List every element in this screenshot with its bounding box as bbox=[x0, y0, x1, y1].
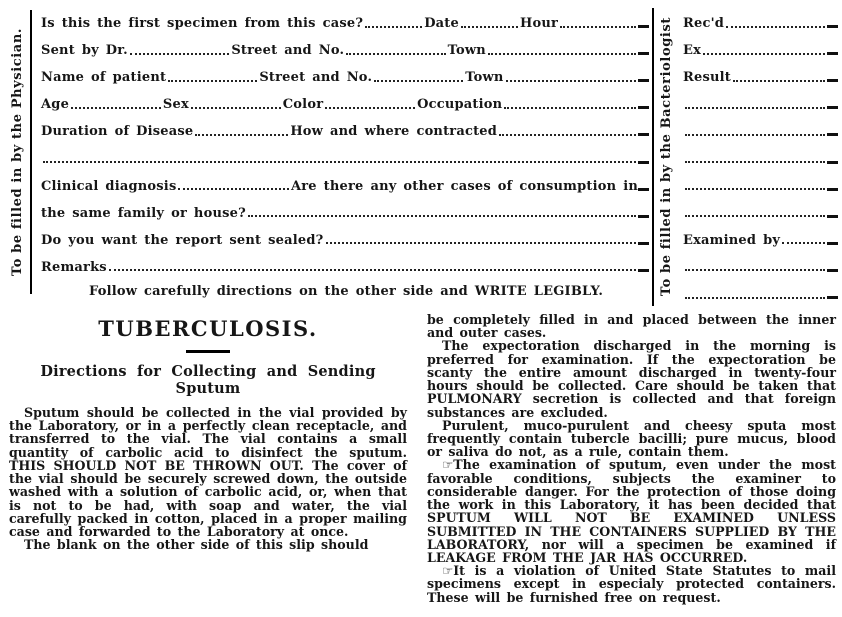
end-dash bbox=[638, 242, 649, 245]
dotted-leader bbox=[685, 188, 825, 190]
field-label: Date bbox=[424, 16, 459, 32]
dotted-leader bbox=[782, 242, 825, 244]
form-row bbox=[41, 198, 649, 225]
end-dash bbox=[638, 133, 649, 136]
form-row bbox=[683, 225, 838, 252]
paragraph: The expectoration discharged in the morning is preferred for examination. If the expectoration be scanty the entire amount discharged in twenty-four hours should be collected. Care should be taken that PULMONARY secretion is collected and that foreign substances are excluded. bbox=[427, 338, 836, 420]
dotted-leader bbox=[346, 53, 445, 55]
physician-section-label: To be filled in by the Physician. bbox=[10, 28, 25, 276]
field-label: Town bbox=[465, 70, 504, 86]
dotted-leader bbox=[560, 26, 636, 28]
field-label: Street and No. bbox=[231, 43, 345, 59]
form-row bbox=[41, 35, 649, 62]
paragraph: ☞The examination of sputum, even under the most favorable conditions, subjects the examiner to considerable danger. For the protection of those doing the work in this Laboratory, it has been decided that SPUTUM WILL NOT BE EXAMINED UNLESS SUBMITTED IN THE CONTAINERS SUPPLIED BY THE LABORATORY, nor will a specimen be examined if LEAKAGE FROM THE JAR HAS OCCURRED. bbox=[427, 457, 836, 565]
field-label: Color bbox=[282, 97, 324, 113]
physician-rows bbox=[32, 8, 652, 306]
field-label: Occupation bbox=[417, 97, 503, 113]
field-label: Duration of Disease bbox=[41, 124, 194, 140]
title-divider-rule bbox=[186, 350, 230, 353]
dotted-leader bbox=[178, 188, 288, 190]
end-dash bbox=[638, 52, 649, 55]
paragraph: be completely filled in and placed between the inner and outer cases. bbox=[427, 312, 836, 341]
form-row bbox=[683, 89, 838, 116]
dotted-leader bbox=[365, 26, 422, 28]
dotted-leader bbox=[499, 134, 636, 136]
form-row bbox=[41, 252, 649, 279]
form-row bbox=[683, 62, 838, 89]
end-dash bbox=[638, 161, 649, 164]
dotted-leader bbox=[461, 26, 518, 28]
form-row bbox=[41, 62, 649, 89]
end-dash bbox=[827, 242, 838, 245]
paragraph: Sputum should be collected in the vial provided by the Laboratory, or in a perfectly clean receptacle, and transferred to the vial. The vial contains a small quantity of carbolic acid to disinfect the sputum. THIS SHOULD NOT BE THROWN OUT. The cover of the vial should be securely screwed down, the outside washed with a solution of carbolic acid, or, when that is not to be had, with soap and water, the vial carefully packed in cotton, placed in a proper mailing case and forwarded to the Laboratory at once. bbox=[9, 405, 407, 539]
field-label: Remarks bbox=[41, 259, 107, 275]
paragraph: Purulent, muco-purulent and cheesy sputa most frequently contain tubercle bacilli; pure mucus, blood or saliva do not, as a rule, contain them. bbox=[427, 417, 836, 460]
dotted-leader bbox=[733, 80, 825, 82]
physician-section-rule bbox=[5, 10, 32, 294]
field-label: Sent by Dr. bbox=[41, 43, 128, 59]
bacteriologist-section-rule bbox=[652, 8, 678, 306]
form-row bbox=[41, 8, 649, 35]
end-dash bbox=[638, 269, 649, 272]
bacteriologist-rows bbox=[678, 8, 838, 306]
form-row bbox=[683, 171, 838, 198]
form-row bbox=[683, 116, 838, 143]
form-row bbox=[683, 198, 838, 225]
field-label: Age bbox=[41, 97, 70, 113]
end-dash bbox=[638, 188, 649, 191]
field-label: Is this the first specimen from this case? bbox=[41, 16, 364, 32]
end-dash bbox=[827, 133, 838, 136]
end-dash bbox=[827, 25, 838, 28]
field-label: Rec'd bbox=[683, 16, 725, 32]
form-row bbox=[41, 116, 649, 143]
end-dash bbox=[638, 106, 649, 109]
field-label: Do you want the report sent sealed? bbox=[41, 232, 324, 248]
form-row bbox=[683, 35, 838, 62]
end-dash bbox=[827, 52, 838, 55]
form-row bbox=[683, 279, 838, 306]
dotted-leader bbox=[374, 80, 463, 82]
article-title: TUBERCULOSIS. bbox=[98, 316, 318, 341]
dotted-leader bbox=[109, 269, 636, 271]
end-dash bbox=[827, 188, 838, 191]
dotted-leader bbox=[248, 215, 636, 217]
dotted-leader bbox=[504, 107, 636, 109]
article-left-column bbox=[9, 313, 407, 604]
dotted-leader bbox=[685, 269, 825, 271]
dotted-leader bbox=[685, 161, 825, 163]
form-footer-row bbox=[41, 279, 649, 306]
form-row bbox=[41, 171, 649, 198]
dotted-leader bbox=[325, 107, 415, 109]
specimen-form bbox=[0, 0, 842, 306]
field-label: the same family or house? bbox=[41, 205, 246, 221]
dotted-leader bbox=[71, 107, 161, 109]
paragraph: ☞It is a violation of United State Statutes to mail specimens except in especialy protected containers. These will be furnished free on request. bbox=[427, 563, 836, 605]
dotted-leader bbox=[685, 297, 825, 299]
end-dash bbox=[827, 269, 838, 272]
dotted-leader bbox=[506, 80, 636, 82]
form-row bbox=[683, 8, 838, 35]
bacteriologist-section-label: To be filled in by the Bacteriologist bbox=[658, 17, 674, 297]
field-label: Name of patient bbox=[41, 70, 167, 86]
field-label: Ex bbox=[683, 43, 702, 59]
field-label: Result bbox=[683, 70, 731, 86]
article-right-column bbox=[427, 313, 836, 604]
end-dash bbox=[638, 215, 649, 218]
end-dash bbox=[827, 215, 838, 218]
field-label: Are there any other cases of consumption in bbox=[290, 178, 638, 194]
form-row bbox=[41, 225, 649, 252]
article-subtitle: Directions for Collecting and Sending Sputum bbox=[40, 363, 376, 397]
field-label: Clinical diagnosis bbox=[41, 178, 177, 194]
field-label: Examined by bbox=[683, 232, 781, 248]
dotted-leader bbox=[685, 215, 825, 217]
form-row bbox=[41, 89, 649, 116]
paragraph: The blank on the other side of this slip should bbox=[24, 537, 369, 553]
dotted-leader bbox=[685, 107, 825, 109]
field-label: Street and No. bbox=[259, 70, 373, 86]
form-row bbox=[683, 143, 838, 170]
dotted-leader bbox=[726, 26, 825, 28]
directions-article bbox=[0, 306, 842, 604]
end-dash bbox=[827, 296, 838, 299]
dotted-leader bbox=[191, 107, 281, 109]
field-label: Hour bbox=[519, 16, 559, 32]
end-dash bbox=[827, 106, 838, 109]
dotted-leader bbox=[326, 242, 637, 244]
form-footer-text: Follow carefully directions on the other side and WRITE LEGIBLY. bbox=[89, 283, 604, 299]
dotted-leader bbox=[703, 53, 825, 55]
form-row bbox=[41, 143, 649, 170]
dotted-leader bbox=[130, 53, 229, 55]
dotted-leader bbox=[488, 53, 636, 55]
dotted-leader bbox=[685, 134, 825, 136]
form-row bbox=[683, 252, 838, 279]
dotted-leader bbox=[195, 134, 288, 136]
field-label: Town bbox=[447, 43, 486, 59]
end-dash bbox=[827, 161, 838, 164]
end-dash bbox=[638, 25, 649, 28]
field-label: Sex bbox=[162, 97, 189, 113]
field-label: How and where contracted bbox=[290, 124, 498, 140]
end-dash bbox=[827, 79, 838, 82]
dotted-leader bbox=[43, 161, 636, 163]
end-dash bbox=[638, 79, 649, 82]
dotted-leader bbox=[168, 80, 257, 82]
